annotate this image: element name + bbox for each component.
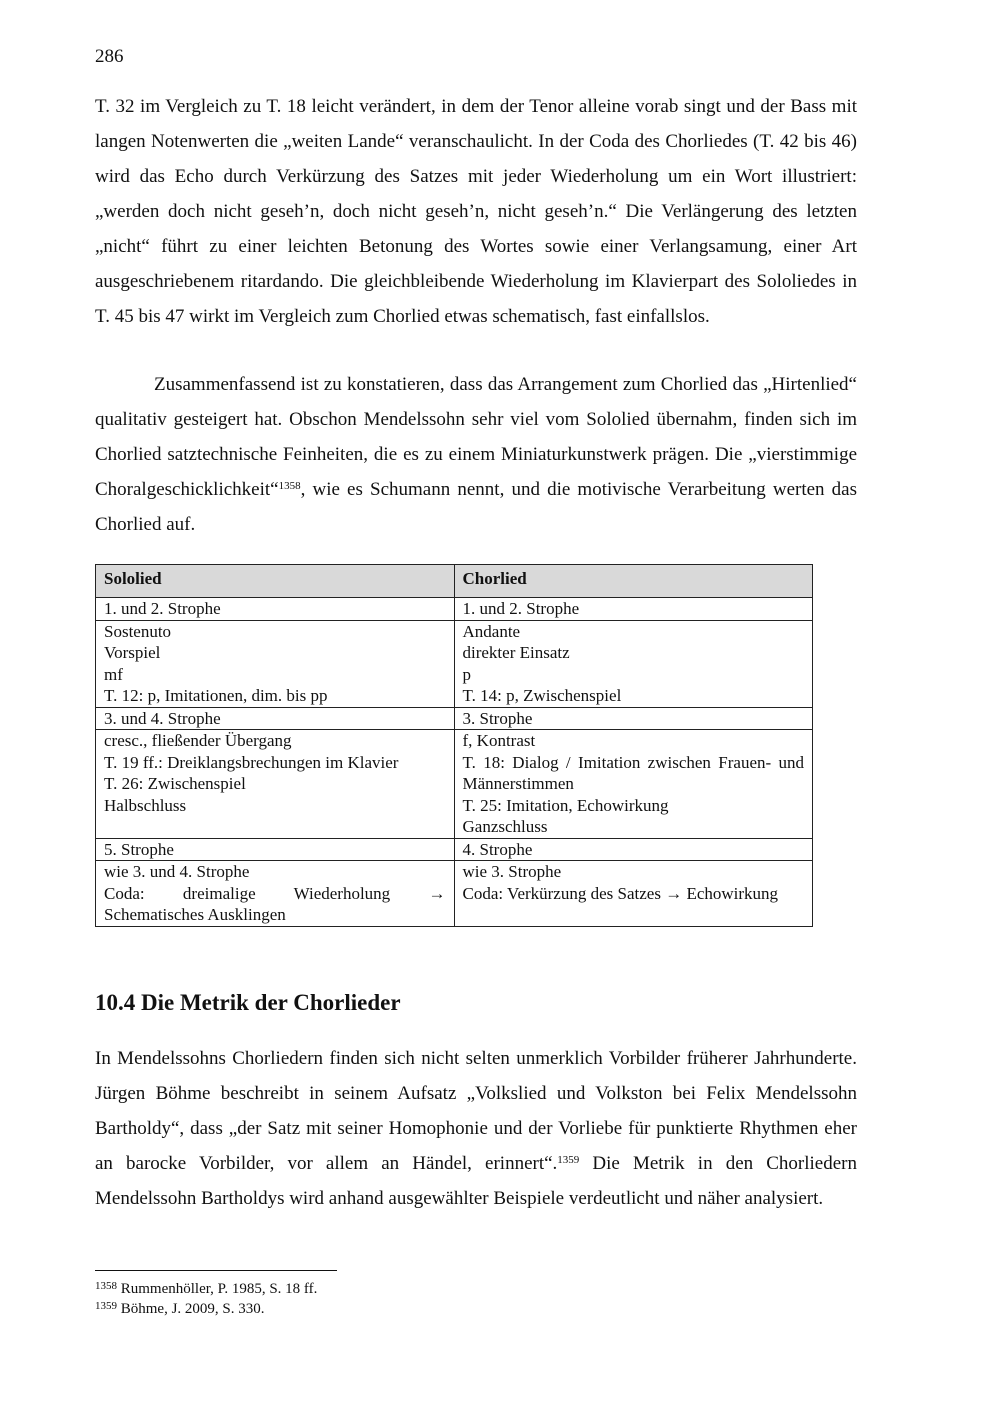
cell-line: Coda: Verkürzung des Satzes → Echowirkung: [462, 883, 779, 903]
footnote-reference[interactable]: 1358: [278, 480, 301, 492]
cell-line: cresc., fließender Übergang: [104, 731, 292, 750]
cell-line: T. 18: Dialog / Imitation zwischen Frauen- und Männerstimmen: [462, 752, 804, 793]
table-header-cell: Sololied: [96, 565, 455, 598]
paragraph-text: Die Metrik in den Chorliedern Mendelssohn Bartholdys wird anhand ausgewählter Beispiele verdeutlicht und näher analysiert.: [95, 1153, 857, 1209]
table-cell: [96, 730, 455, 839]
cell-line: f, Kontrast: [462, 731, 536, 750]
footnote: [95, 1280, 317, 1298]
cell-line: Vorspiel: [104, 643, 161, 662]
cell-line: T. 26: Zwischenspiel: [104, 774, 246, 793]
footnote-number: 1358: [95, 1280, 117, 1292]
cell-line: p: [462, 664, 471, 684]
table-row: [96, 598, 813, 621]
page-number: 286: [95, 46, 124, 67]
table-cell: 4. Strophe: [454, 838, 813, 861]
cell-line: Andante: [462, 621, 521, 641]
footnote-reference[interactable]: 1359: [557, 1154, 580, 1166]
cell-line: mf: [104, 664, 123, 684]
table-header-row: [96, 565, 813, 598]
comparison-table: [95, 564, 813, 927]
cell-line: wie 3. und 4. Strophe: [104, 862, 250, 881]
footnote-number: 1359: [95, 1300, 117, 1312]
table-header-cell: Chorlied: [454, 565, 813, 598]
table-cell: [454, 620, 813, 707]
table-row: [96, 707, 813, 730]
section-heading: 10.4 Die Metrik der Chorlieder: [95, 990, 401, 1015]
paragraph-text: Zusammenfassend ist zu konstatieren, dass das Arrangement zum Chorlied das „Hirtenlied“ qualitativ gesteigert hat. Obschon Mendelssohn sehr viel vom Sololied übernahm, finden sich im Chorlied satztechnische Feinheiten, die es zu einem Miniaturkunstwerk prägen. Die „vierstimmige Choralgeschicklichkeit“: [95, 374, 857, 500]
cell-line: T. 19 ff.: Dreiklangsbrechungen im Klavier: [104, 752, 399, 772]
cell-line: wie 3. Strophe: [462, 862, 562, 881]
table-row: [96, 620, 813, 707]
cell-line: Ganzschluss: [462, 817, 548, 836]
table-cell: 5. Strophe: [96, 838, 455, 861]
paragraph-text: In Mendelssohns Chorliedern finden sich nicht selten unmerklich Vorbilder früherer Jahrhunderte. Jürgen Böhme beschreibt in seinem Aufsatz „Volkslied und Volkston bei Felix Mendelssohn Bartholdy“, dass „der Satz mit seiner Homophonie und der Vorliebe für punktierte Rhythmen eher an barocke Vorbilder, vor allem an Händel, erinnert“.: [95, 1048, 857, 1174]
cell-line: Sostenuto: [104, 621, 172, 641]
summary-paragraph: [95, 367, 857, 542]
table-cell: [454, 730, 813, 839]
table-cell: [96, 861, 455, 927]
table-cell: 3. Strophe: [454, 707, 813, 730]
table-row: [96, 838, 813, 861]
footnote-text: Rummenhöller, P. 1985, S. 18 ff.: [117, 1281, 318, 1297]
table-cell: 1. und 2. Strophe: [454, 598, 813, 621]
footnote: [95, 1300, 265, 1318]
cell-line: Coda: dreimalige Wiederholung → Schematisches Ausklingen: [104, 883, 446, 924]
paragraph-text: , wie es Schumann nennt, und die motivische Verarbeitung werten das Chorlied auf.: [95, 479, 857, 535]
table-row: [96, 730, 813, 839]
cell-line: Halbschluss: [104, 795, 187, 815]
table-cell: [454, 861, 813, 927]
footnote-text: Böhme, J. 2009, S. 330.: [117, 1301, 265, 1317]
cell-line: T. 25: Imitation, Echowirkung: [462, 795, 669, 815]
footnote-divider: [95, 1270, 337, 1271]
body-paragraph: [95, 1041, 857, 1216]
body-paragraph: T. 32 im Vergleich zu T. 18 leicht verändert, in dem der Tenor alleine vorab singt und der Bass mit langen Notenwerten die „weiten Lande“ veranschaulicht. In der Coda des Chorliedes (T. 42 bis 46) wird das Echo durch Verkürzung des Satzes mit jeder Wiederholung um ein Wort illustriert: „werden doch nicht geseh’n, doch nicht geseh’n, nicht geseh’n.“ Die Verlängerung des letzten „nicht“ führt zu einer leichten Betonung des Wortes sowie einer Verlangsamung, einer Art ausgeschriebenem ritardando. Die gleichbleibende Wiederholung im Klavierpart des Sololiedes in T. 45 bis 47 wirkt im Vergleich zum Chorlied etwas schematisch, fast einfallslos.: [95, 96, 857, 327]
table-cell: 3. und 4. Strophe: [96, 707, 455, 730]
table-cell: 1. und 2. Strophe: [96, 598, 455, 621]
table-cell: [96, 620, 455, 707]
table-row: [96, 861, 813, 927]
cell-line: direkter Einsatz: [462, 643, 570, 662]
cell-line: T. 12: p, Imitationen, dim. bis pp: [104, 686, 328, 705]
cell-line: T. 14: p, Zwischenspiel: [462, 686, 622, 705]
